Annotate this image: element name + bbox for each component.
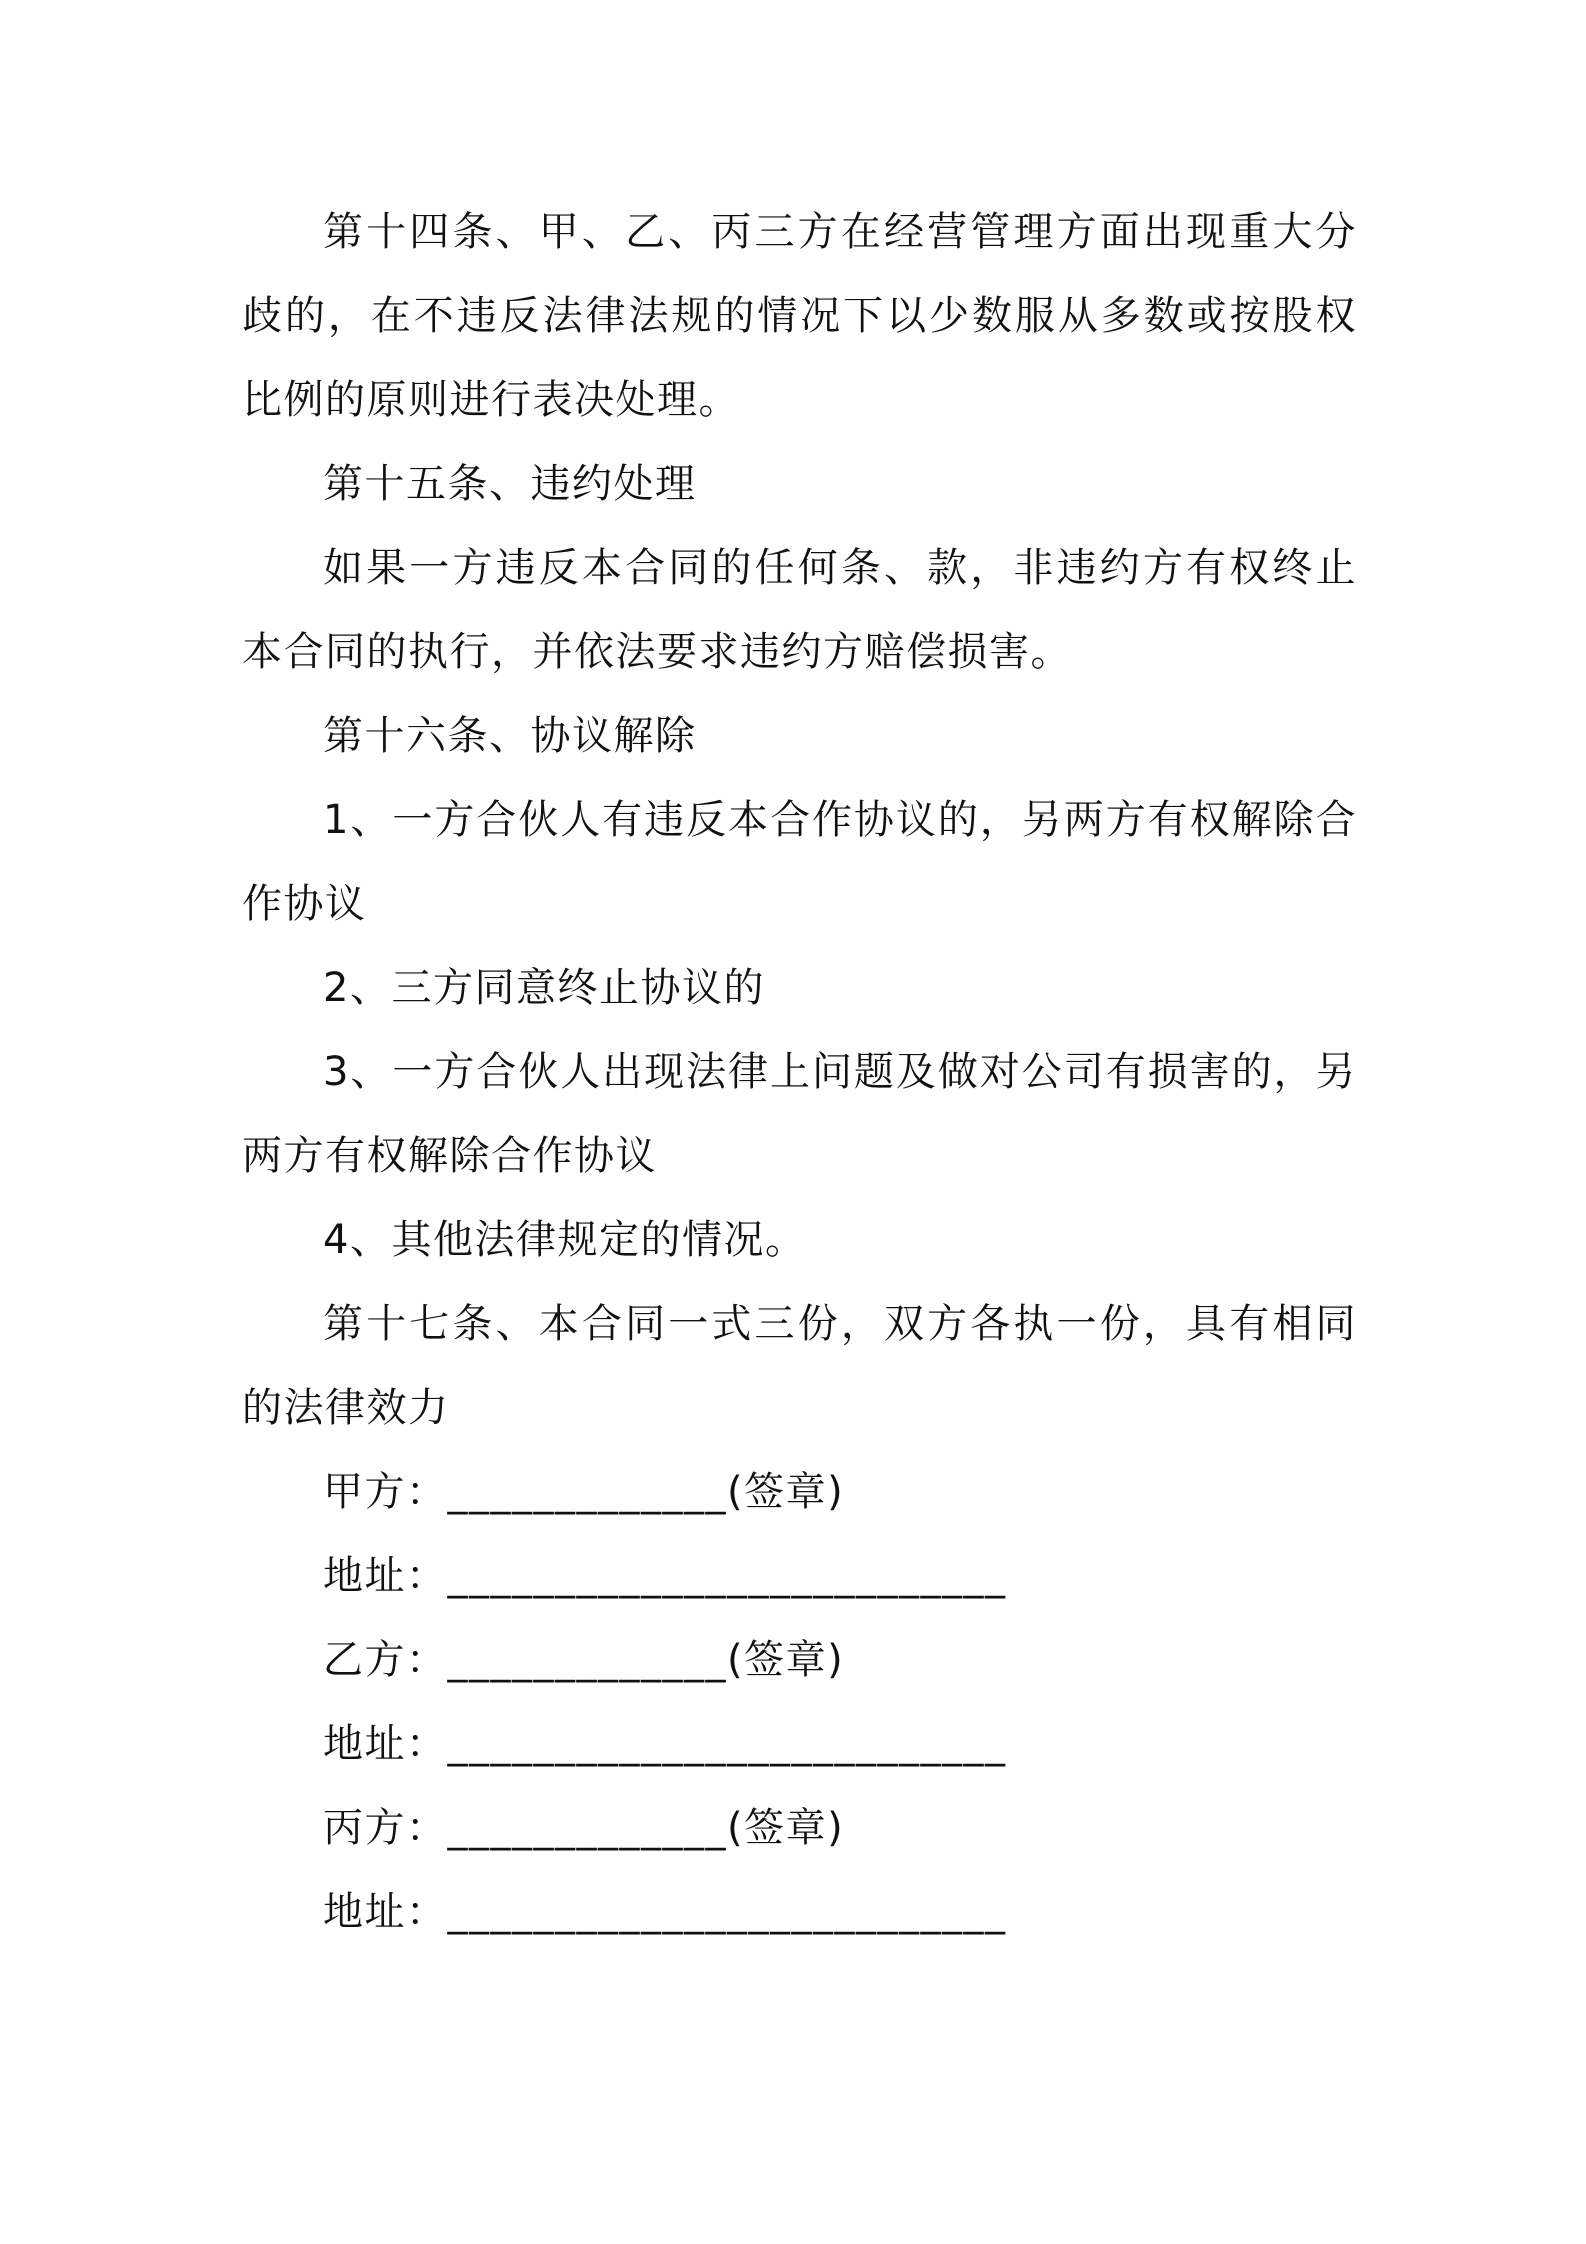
article-16-item-2: 2、三方同意终止协议的: [323, 965, 765, 1011]
party-b-signature-line: 乙方：_____________(签章): [323, 1637, 845, 1683]
article-17-text: 第十七条、本合同一式三份，双方各执一份，具有相同的法律效力: [242, 1301, 1357, 1431]
article-16-item-4: 4、其他法律规定的情况。: [323, 1217, 807, 1263]
article-16-item-3: 3、一方合伙人出现法律上问题及做对公司有损害的，另两方有权解除合作协议: [242, 1049, 1357, 1179]
party-c-address-line: 地址：__________________________: [323, 1889, 1007, 1935]
party-a-signature-line: 甲方：_____________(签章): [323, 1469, 845, 1515]
article-16-heading: 第十六条、协议解除: [323, 713, 697, 759]
party-c-signature-line: 丙方：_____________(签章): [323, 1805, 845, 1851]
article-14-text: 第十四条、甲、乙、丙三方在经营管理方面出现重大分歧的，在不违反法律法规的情况下以少数服从多数或按股权比例的原则进行表决处理。: [242, 209, 1357, 423]
article-15-text: 如果一方违反本合同的任何条、款，非违约方有权终止本合同的执行，并依法要求违约方赔偿损害。: [242, 545, 1357, 675]
party-b-address-line: 地址：__________________________: [323, 1721, 1007, 1767]
document-body: [242, 190, 1357, 1954]
signature-block: [242, 1450, 1357, 1954]
article-16-item-1: 1、一方合伙人有违反本合作协议的，另两方有权解除合作协议: [242, 797, 1357, 927]
party-a-address-line: 地址：__________________________: [323, 1553, 1007, 1599]
article-15-heading: 第十五条、违约处理: [323, 461, 697, 507]
